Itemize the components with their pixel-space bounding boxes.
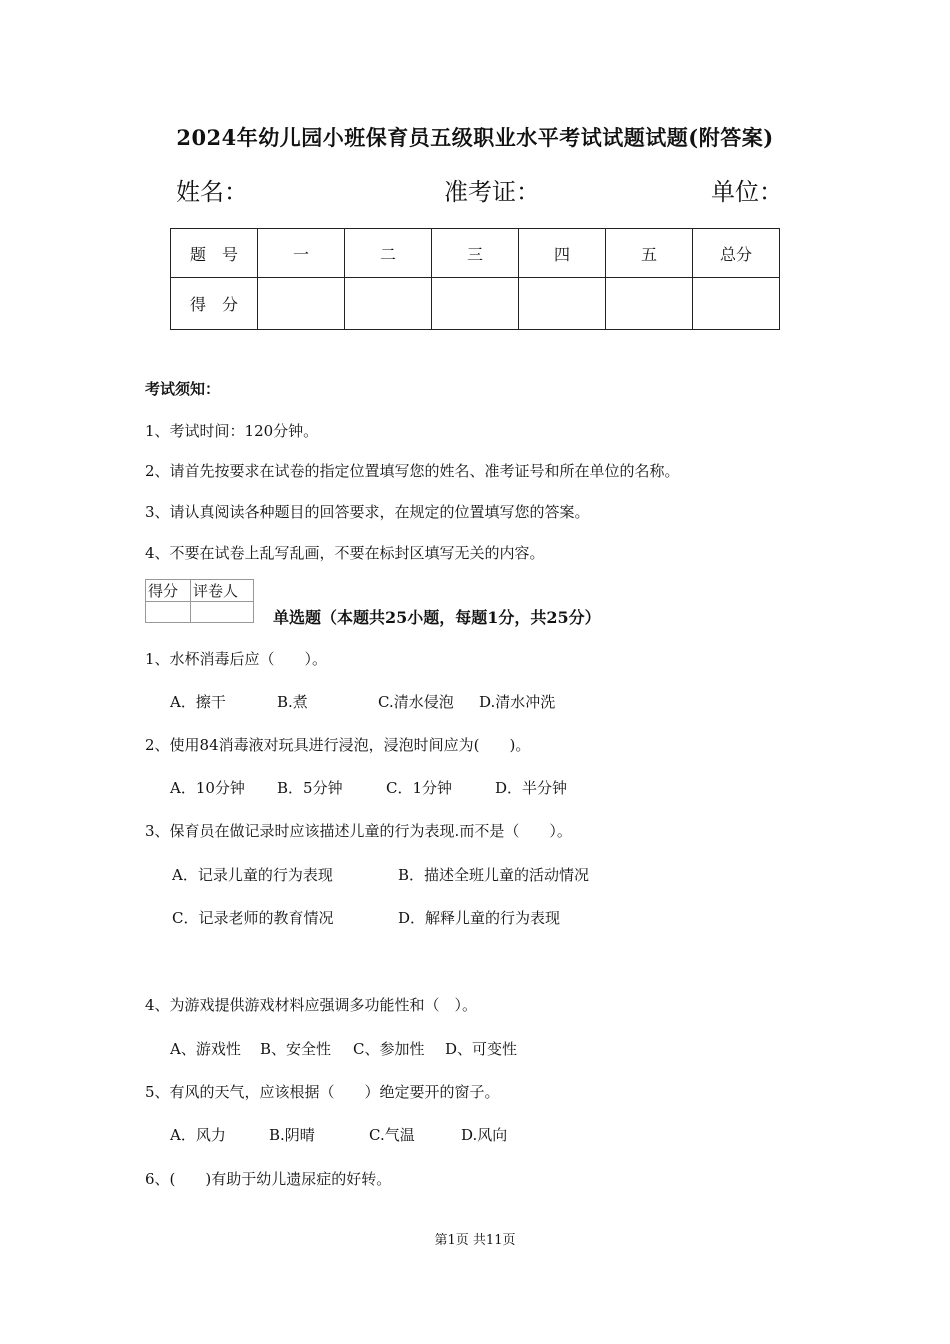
question-option: D．半分钟 [495,779,568,797]
question-option: C、参加性 [353,1040,425,1058]
section-title: 单选题（本题共25小题，每题1分，共25分） [273,608,601,627]
question-option: D．解释儿童的行为表现 [398,909,561,927]
question-stem: 3、保育员在做记录时应该描述儿童的行为表现.而不是（ ）。 [145,822,572,840]
score-table-value-row [171,278,780,330]
notice-item: 1、考试时间：120分钟。 [145,422,319,440]
score-header-cell: 四 [519,229,606,278]
notice-item: 3、请认真阅读各种题目的回答要求，在规定的位置填写您的答案。 [145,503,590,521]
score-table [170,228,780,330]
score-value-cell [693,278,780,330]
score-value-cell [606,278,693,330]
score-value-cell [345,278,432,330]
score-value-cell [258,278,345,330]
question-option: D.风向 [461,1126,508,1144]
question-stem: 2、使用84消毒液对玩具进行浸泡，浸泡时间应为( )。 [145,736,531,754]
score-header-cell: 二 [345,229,432,278]
question-option: A．记录儿童的行为表现 [172,866,333,884]
question-option: B、安全性 [260,1040,332,1058]
question-stem: 6、( )有助于幼儿遗尿症的好转。 [145,1170,392,1188]
question-option: C．记录老师的教育情况 [172,909,334,927]
score-header-cell: 五 [606,229,693,278]
score-header-cell: 三 [432,229,519,278]
question-option: A．风力 [170,1126,226,1144]
question-option: B.煮 [277,693,308,711]
notice-item: 2、请首先按要求在试卷的指定位置填写您的姓名、准考证号和所在单位的名称。 [145,462,680,480]
grader-table [145,579,254,623]
question-stem: 1、水杯消毒后应（ ）。 [145,650,328,668]
question-option: C.气温 [369,1126,415,1144]
score-row-label: 得 分 [171,278,258,330]
grader-score-label: 得分 [146,580,191,602]
score-header-cell: 题 号 [171,229,258,278]
question-option: A．擦干 [170,693,226,711]
question-option: B．5分钟 [277,779,343,797]
unit-field-label: 单位： [711,178,783,206]
question-option: B.阴晴 [269,1126,315,1144]
question-option: C．1分钟 [386,779,453,797]
question-option: D、可变性 [445,1040,518,1058]
name-field-label: 姓名： [176,178,248,206]
score-value-cell [519,278,606,330]
score-header-cell: 一 [258,229,345,278]
score-header-cell: 总分 [693,229,780,278]
question-stem: 4、为游戏提供游戏材料应强调多功能性和（ ）。 [145,996,478,1014]
grader-name-label: 评卷人 [191,580,254,602]
exam-number-field-label: 准考证： [444,178,540,206]
exam-title: 2024年幼儿园小班保育员五级职业水平考试试题试题(附答案) [176,125,774,150]
question-option: C.清水侵泡 [378,693,454,711]
score-value-cell [432,278,519,330]
question-option: D.清水冲洗 [479,693,556,711]
grader-score-cell [146,602,191,623]
grader-name-cell [191,602,254,623]
question-option: A．10分钟 [170,779,245,797]
question-option: B．描述全班儿童的活动情况 [398,866,590,884]
question-stem: 5、有风的天气，应该根据（ ）绝定要开的窗子。 [145,1083,500,1101]
score-table-header-row [171,229,780,278]
question-option: A、游戏性 [170,1040,241,1058]
notice-item: 4、不要在试卷上乱写乱画，不要在标封区填写无关的内容。 [145,544,545,562]
page-footer: 第1页 共11页 [434,1233,516,1248]
notice-heading: 考试须知： [145,380,221,398]
